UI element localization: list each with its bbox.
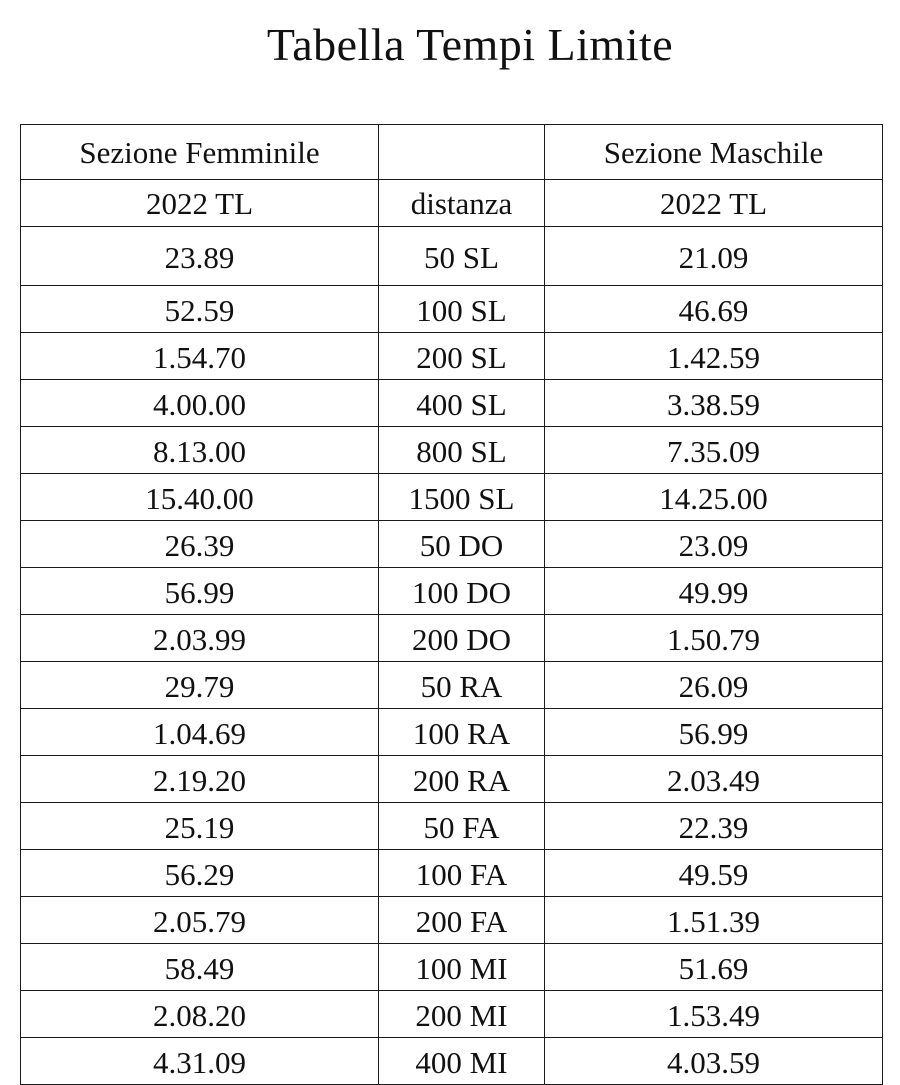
page-title: Tabella Tempi Limite xyxy=(266,19,674,70)
distance-cell: 100 DO xyxy=(379,568,545,615)
table-row xyxy=(21,1038,883,1085)
table-row xyxy=(21,991,883,1038)
male-time-cell: 56.99 xyxy=(545,709,883,756)
header-female-year: 2022 TL xyxy=(21,180,379,227)
distance-cell: 50 RA xyxy=(379,662,545,709)
table-row xyxy=(21,380,883,427)
table-row xyxy=(21,944,883,991)
female-time-cell: 56.29 xyxy=(21,850,379,897)
header-distance: distanza xyxy=(379,180,545,227)
distance-cell: 200 RA xyxy=(379,756,545,803)
table-row xyxy=(21,427,883,474)
male-time-cell: 51.69 xyxy=(545,944,883,991)
male-time-cell: 49.59 xyxy=(545,850,883,897)
distance-cell: 100 FA xyxy=(379,850,545,897)
distance-cell: 200 DO xyxy=(379,615,545,662)
female-time-cell: 15.40.00 xyxy=(21,474,379,521)
distance-cell: 800 SL xyxy=(379,427,545,474)
table-row xyxy=(21,286,883,333)
female-time-cell: 58.49 xyxy=(21,944,379,991)
distance-cell: 200 MI xyxy=(379,991,545,1038)
male-time-cell: 22.39 xyxy=(545,803,883,850)
female-time-cell: 2.03.99 xyxy=(21,615,379,662)
distance-cell: 400 MI xyxy=(379,1038,545,1085)
distance-cell: 100 SL xyxy=(379,286,545,333)
distance-cell: 100 RA xyxy=(379,709,545,756)
table-row xyxy=(21,615,883,662)
male-time-cell: 2.03.49 xyxy=(545,756,883,803)
female-time-cell: 2.05.79 xyxy=(21,897,379,944)
female-time-cell: 29.79 xyxy=(21,662,379,709)
female-time-cell: 23.89 xyxy=(21,227,379,286)
male-time-cell: 3.38.59 xyxy=(545,380,883,427)
female-time-cell: 2.19.20 xyxy=(21,756,379,803)
male-time-cell: 4.03.59 xyxy=(545,1038,883,1085)
female-time-cell: 4.31.09 xyxy=(21,1038,379,1085)
distance-cell: 400 SL xyxy=(379,380,545,427)
header-female-section: Sezione Femminile xyxy=(21,125,379,180)
male-time-cell: 49.99 xyxy=(545,568,883,615)
table-row xyxy=(21,568,883,615)
male-time-cell: 21.09 xyxy=(545,227,883,286)
time-limits-table xyxy=(20,124,883,1085)
male-time-cell: 23.09 xyxy=(545,521,883,568)
male-time-cell: 1.50.79 xyxy=(545,615,883,662)
table-row xyxy=(21,850,883,897)
female-time-cell: 26.39 xyxy=(21,521,379,568)
table-row xyxy=(21,521,883,568)
male-time-cell: 14.25.00 xyxy=(545,474,883,521)
distance-cell: 50 DO xyxy=(379,521,545,568)
female-time-cell: 2.08.20 xyxy=(21,991,379,1038)
female-time-cell: 1.54.70 xyxy=(21,333,379,380)
male-time-cell: 1.51.39 xyxy=(545,897,883,944)
table-row xyxy=(21,662,883,709)
table-row xyxy=(21,333,883,380)
table-body xyxy=(21,125,883,1085)
table-row xyxy=(21,803,883,850)
table-row xyxy=(21,897,883,944)
female-time-cell: 8.13.00 xyxy=(21,427,379,474)
distance-cell: 1500 SL xyxy=(379,474,545,521)
header-male-section: Sezione Maschile xyxy=(545,125,883,180)
male-time-cell: 26.09 xyxy=(545,662,883,709)
distance-cell: 50 SL xyxy=(379,227,545,286)
male-time-cell: 46.69 xyxy=(545,286,883,333)
header-row-columns xyxy=(21,180,883,227)
distance-cell: 200 FA xyxy=(379,897,545,944)
header-male-year: 2022 TL xyxy=(545,180,883,227)
male-time-cell: 1.53.49 xyxy=(545,991,883,1038)
header-row-sections xyxy=(21,125,883,180)
table-row xyxy=(21,227,883,286)
distance-cell: 200 SL xyxy=(379,333,545,380)
female-time-cell: 4.00.00 xyxy=(21,380,379,427)
distance-cell: 100 MI xyxy=(379,944,545,991)
female-time-cell: 1.04.69 xyxy=(21,709,379,756)
female-time-cell: 56.99 xyxy=(21,568,379,615)
header-middle-empty xyxy=(379,125,545,180)
female-time-cell: 52.59 xyxy=(21,286,379,333)
table-row xyxy=(21,474,883,521)
female-time-cell: 25.19 xyxy=(21,803,379,850)
male-time-cell: 1.42.59 xyxy=(545,333,883,380)
table-row xyxy=(21,756,883,803)
table-row xyxy=(21,709,883,756)
male-time-cell: 7.35.09 xyxy=(545,427,883,474)
distance-cell: 50 FA xyxy=(379,803,545,850)
